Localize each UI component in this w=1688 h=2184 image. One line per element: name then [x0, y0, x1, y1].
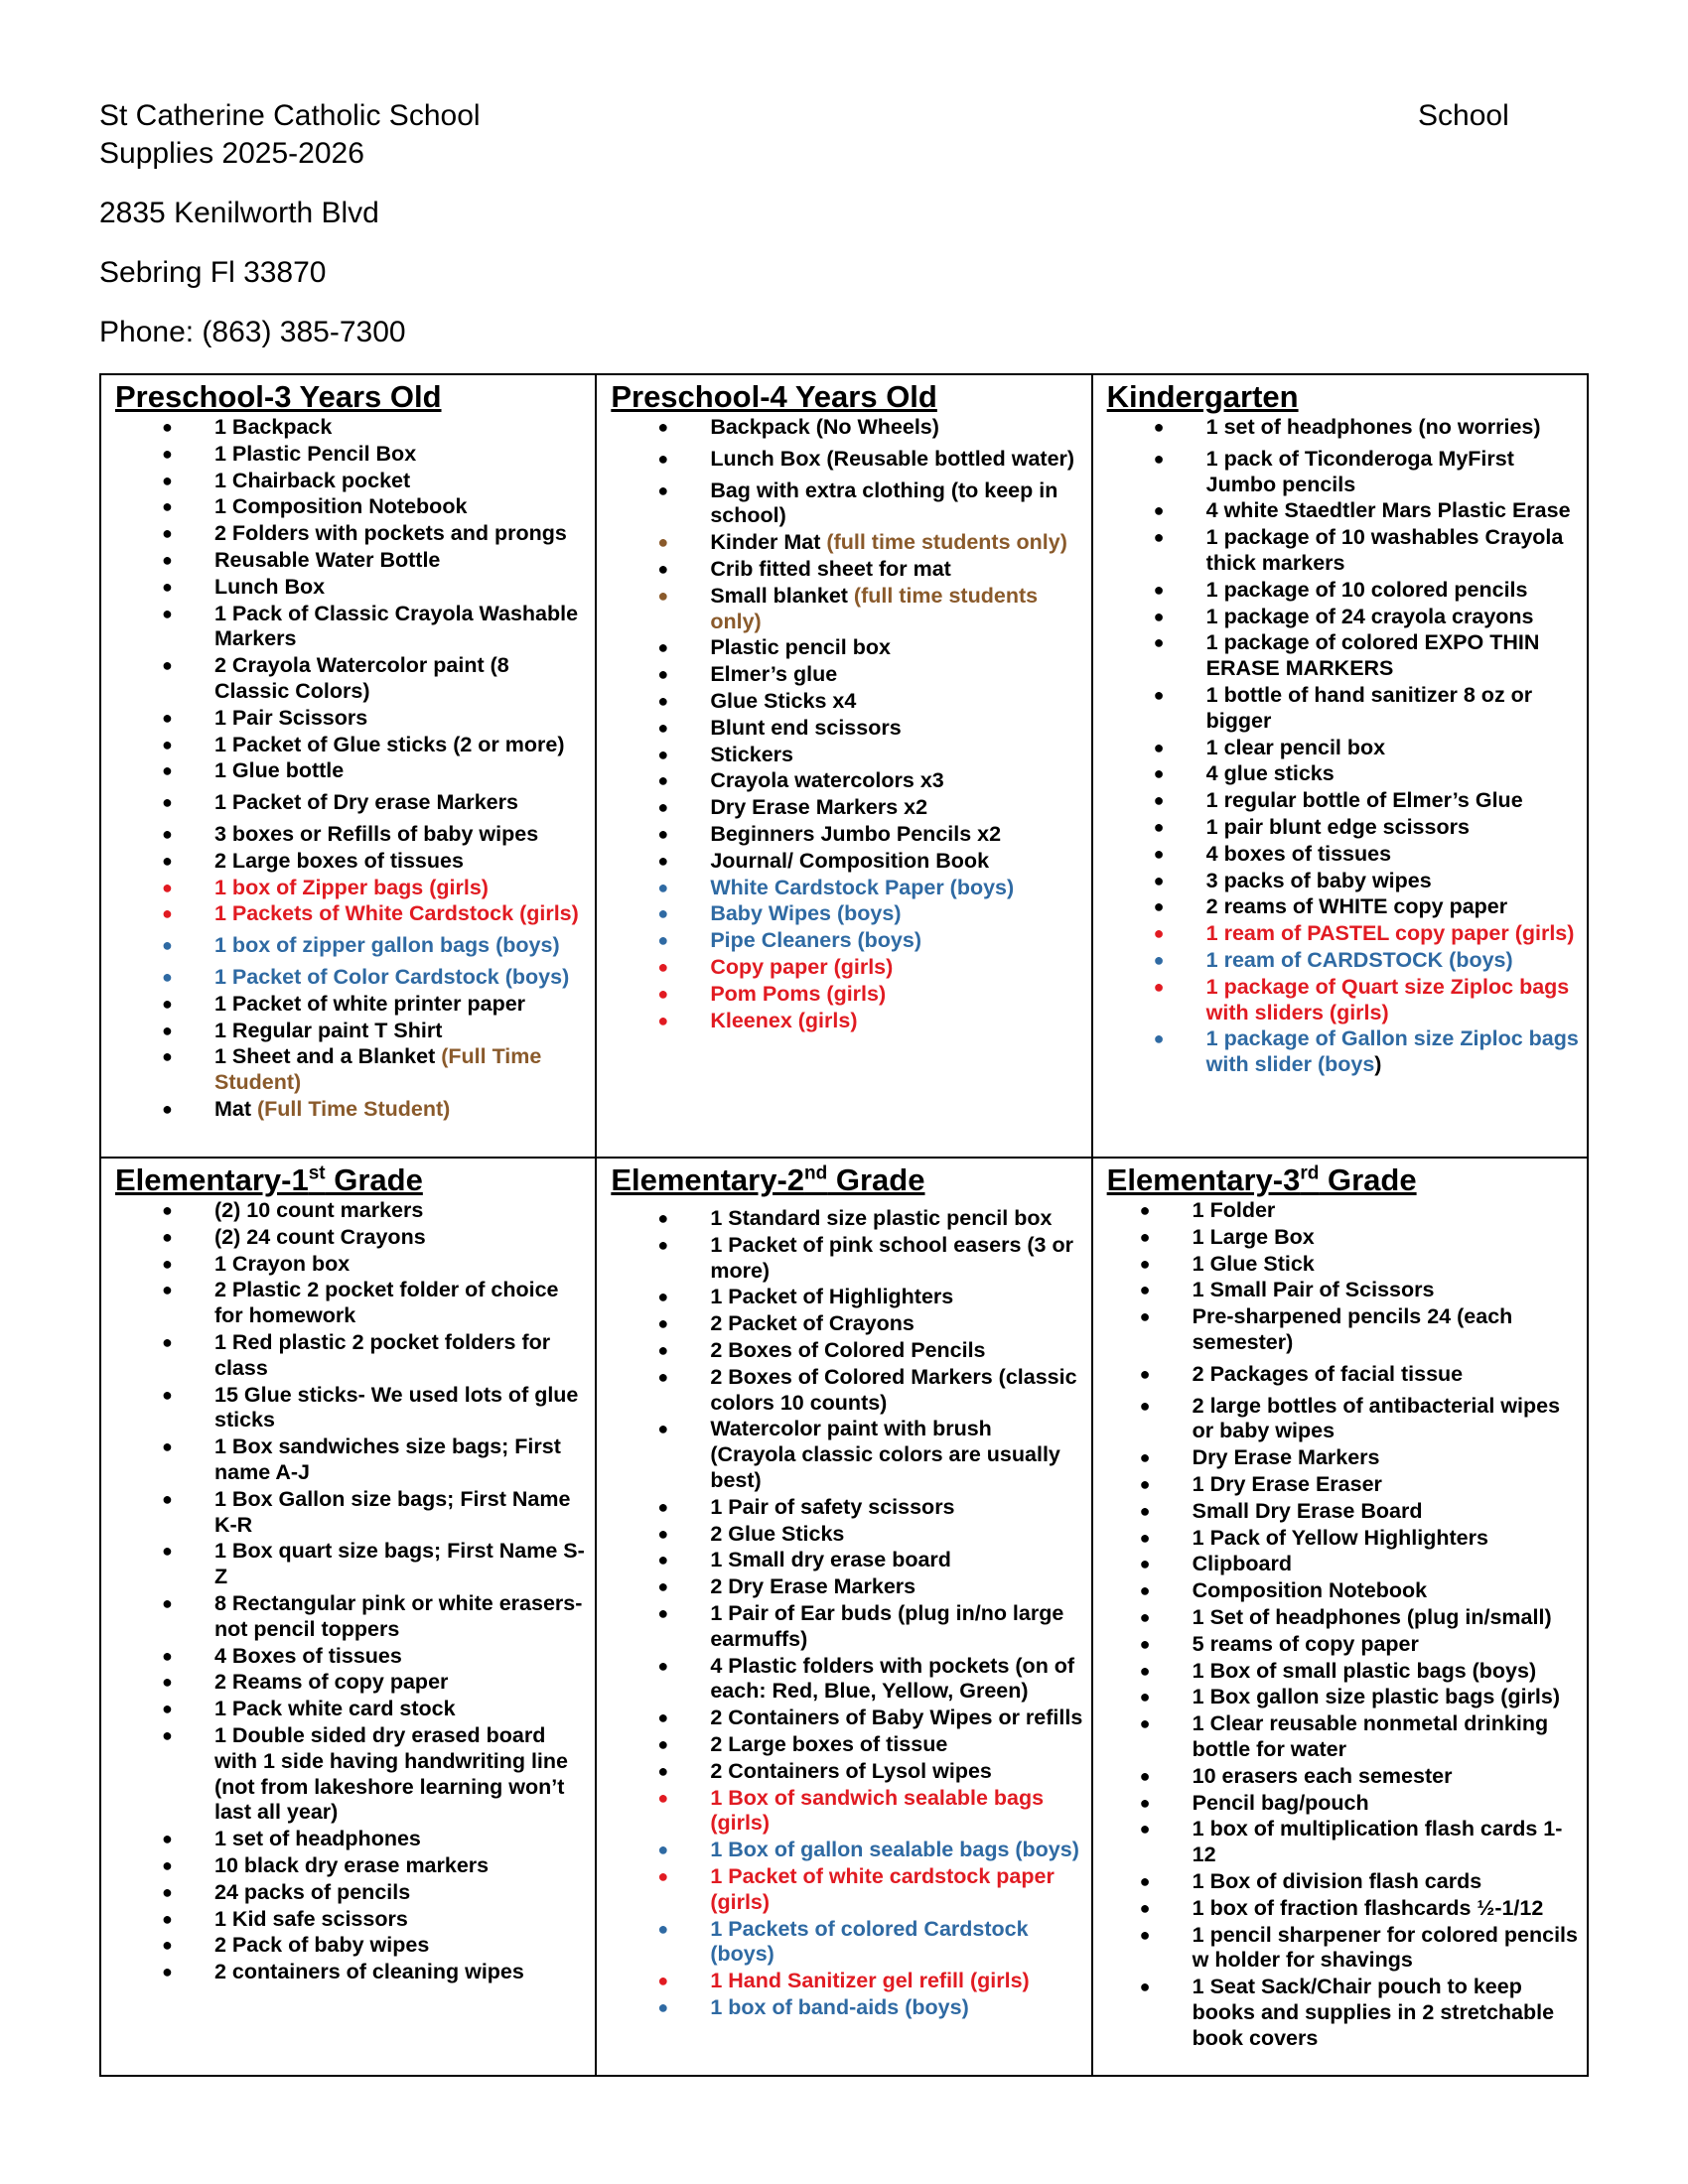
- list-item: ● Mat (Full Time Student): [162, 1096, 451, 1121]
- list-item: ● 1 Packet of white cardstock paper (girls): [657, 1863, 1055, 1914]
- list-item: ● 2 Plastic 2 pocket folder of choice for homework: [162, 1278, 559, 1328]
- bullet-icon: ●: [657, 1523, 669, 1544]
- list-item: ● 1 Pack of Yellow Highlighters: [1139, 1525, 1488, 1550]
- school-address: 2835 Kenilworth Blvd: [99, 197, 379, 229]
- bullet-icon: ●: [1139, 1870, 1151, 1891]
- supply-grid: [99, 373, 1589, 2077]
- bullet-icon: ●: [162, 1724, 173, 1745]
- list-item: ● 10 black dry erase markers: [162, 1852, 490, 1877]
- list-item: ● 1 Box sandwiches size bags; First name A-J: [162, 1434, 561, 1484]
- bullet-icon: ●: [657, 1865, 669, 1886]
- bullet-icon: ●: [657, 1707, 669, 1728]
- list-item: ● Pipe Cleaners (boys): [657, 928, 922, 953]
- bullet-icon: ●: [1153, 1028, 1165, 1049]
- list-item: ● Crayola watercolors x3: [657, 768, 944, 793]
- bullet-icon: ●: [1153, 417, 1165, 437]
- bullet-icon: ●: [1153, 816, 1165, 837]
- bullet-icon: ●: [657, 1496, 669, 1517]
- list-item: ● 1 box of band-aids (boys): [657, 1994, 969, 2019]
- list-item: ● Watercolor paint with brush (Crayola classic colors are usually best): [657, 1417, 1060, 1492]
- bullet-icon: ●: [657, 1576, 669, 1597]
- bullet-icon: ●: [1139, 1660, 1151, 1681]
- list-item: ● Lunch Box (Reusable bottled water): [657, 446, 1075, 471]
- bullet-icon: ●: [162, 1280, 173, 1300]
- bullet-icon: ●: [1139, 1819, 1151, 1840]
- bullet-icon: ●: [162, 470, 173, 490]
- bullet-icon: ●: [162, 1962, 173, 1982]
- full-time-note: (full time students only): [826, 530, 1067, 555]
- list-item: ● 1 set of headphones: [162, 1827, 421, 1851]
- list-item: ● Composition Notebook: [1139, 1578, 1428, 1603]
- list-item: ● 1 Set of headphones (plug in/small): [1139, 1604, 1552, 1629]
- bullet-icon: ●: [657, 823, 669, 844]
- bullet-icon: ●: [162, 903, 173, 924]
- bullet-icon: ●: [657, 1787, 669, 1808]
- bullet-icon: ●: [162, 1020, 173, 1040]
- list-item: ● Backpack (No Wheels): [657, 415, 939, 439]
- grade3-list: [1107, 1198, 1579, 2052]
- list-item: ● 1 Packet of Highlighters: [657, 1285, 954, 1309]
- bullet-icon: ●: [657, 1550, 669, 1570]
- bullet-icon: ●: [162, 1331, 173, 1352]
- bullet-icon: ●: [162, 1935, 173, 1956]
- list-item: ● 2 Folders with pockets and prongs: [162, 521, 567, 546]
- bullet-icon: ●: [657, 690, 669, 711]
- list-item: ● 1 pack of Ticonderoga MyFirst Jumbo pencils: [1153, 446, 1514, 496]
- bullet-icon: ●: [657, 417, 669, 437]
- bullet-icon: ●: [1139, 1897, 1151, 1918]
- preschool3-cell: [100, 374, 596, 1158]
- bullet-icon: ●: [1139, 1500, 1151, 1521]
- list-item: ● 1 Glue bottle: [162, 758, 345, 783]
- kindergarten-title: Kindergarten: [1106, 379, 1299, 414]
- list-item: ● 1 Backpack: [162, 415, 333, 439]
- preschool4-title: Preschool-4 Years Old: [611, 379, 937, 414]
- bullet-icon: ●: [162, 576, 173, 597]
- list-item: ● 1 Box of sandwich sealable bags (girls): [657, 1785, 1045, 1836]
- bullet-icon: ●: [1139, 1765, 1151, 1786]
- bullet-icon: ●: [162, 1436, 173, 1457]
- preschool4-cell: [596, 374, 1091, 1158]
- bullet-icon: ●: [1139, 1580, 1151, 1601]
- list-item: ● Stickers: [657, 742, 793, 766]
- list-item: ● 3 boxes or Refills of baby wipes: [162, 821, 539, 846]
- bullet-icon: ●: [1139, 1447, 1151, 1468]
- list-item: ● 1 Pair Scissors: [162, 705, 368, 730]
- list-item: ● 1 Pair of safety scissors: [657, 1494, 955, 1519]
- bullet-icon: ●: [657, 664, 669, 685]
- list-item: ● 10 erasers each semester: [1139, 1763, 1453, 1788]
- closing-paren: ): [1374, 1052, 1382, 1077]
- bullet-icon: ●: [162, 1098, 173, 1119]
- list-item: ● 1 pencil sharpener for colored pencils w holder for shavings: [1139, 1922, 1578, 1973]
- school-city: Sebring Fl 33870: [99, 256, 327, 289]
- bullet-icon: ●: [162, 707, 173, 728]
- list-item: ● Kinder Mat (full time students only): [657, 530, 1067, 555]
- list-item: ● 4 glue sticks: [1153, 761, 1335, 786]
- bullet-icon: ●: [657, 1602, 669, 1623]
- list-item: ● 1 Sheet and a Blanket (Full Time Student): [162, 1044, 542, 1095]
- bullet-icon: ●: [1139, 1527, 1151, 1548]
- preschool3-title: Preschool-3 Years Old: [115, 379, 442, 414]
- bullet-icon: ●: [1153, 896, 1165, 917]
- bullet-icon: ●: [162, 1200, 173, 1220]
- list-item: ● 1 Packets of White Cardstock (girls): [162, 901, 579, 926]
- grade3-title: Elementary-3rd Grade: [1106, 1162, 1417, 1197]
- bullet-icon: ●: [1139, 1280, 1151, 1300]
- list-item: ● 1 Box quart size bags; First Name S-Z: [162, 1539, 585, 1589]
- bullet-icon: ●: [657, 744, 669, 764]
- bullet-icon: ●: [1153, 684, 1165, 705]
- list-item: ● 1 Box of gallon sealable bags (boys): [657, 1838, 1079, 1862]
- bullet-icon: ●: [657, 1840, 669, 1860]
- bullet-icon: ●: [657, 1971, 669, 1991]
- list-item: ● Dry Erase Markers: [1139, 1445, 1380, 1470]
- bullet-icon: ●: [657, 1419, 669, 1439]
- list-item: ● 8 Rectangular pink or white erasers- not pencil toppers: [162, 1590, 583, 1641]
- list-item: ● 1 package of 10 colored pencils: [1153, 577, 1528, 602]
- list-item: ● 1 Packet of Color Cardstock (boys): [162, 964, 570, 989]
- list-item: ● Glue Sticks x4: [657, 688, 857, 713]
- bullet-icon: ●: [1153, 923, 1165, 944]
- list-item: ● 1 Regular paint T Shirt: [162, 1018, 443, 1042]
- bullet-icon: ●: [1139, 1792, 1151, 1813]
- school-name: St Catherine Catholic School: [99, 99, 481, 132]
- bullet-icon: ●: [657, 797, 669, 818]
- bullet-icon: ●: [657, 717, 669, 738]
- list-item: ● 1 Packet of pink school easers (3 or more): [657, 1232, 1073, 1283]
- list-item: ● 2 Pack of baby wipes: [162, 1933, 430, 1958]
- bullet-icon: ●: [162, 603, 173, 623]
- list-item: ● Reusable Water Bottle: [162, 547, 441, 572]
- bullet-icon: ●: [162, 935, 173, 956]
- bullet-icon: ●: [162, 1829, 173, 1849]
- school-year-title: Supplies 2025-2026: [99, 137, 364, 170]
- list-item: ● White Cardstock Paper (boys): [657, 875, 1015, 899]
- list-item: ● Kleenex (girls): [657, 1008, 858, 1032]
- bullet-icon: ●: [657, 956, 669, 977]
- bullet-icon: ●: [162, 993, 173, 1014]
- bullet-icon: ●: [1139, 1226, 1151, 1247]
- bullet-icon: ●: [1153, 949, 1165, 970]
- list-item: ● Blunt end scissors: [657, 715, 902, 740]
- list-item: ● 1 Folder: [1139, 1198, 1276, 1222]
- list-item: ● 4 boxes of tissues: [1153, 841, 1392, 866]
- kindergarten-list: [1107, 415, 1579, 1078]
- list-item: ● 1 Packet of Glue sticks (2 or more): [162, 732, 565, 756]
- list-item: ● Journal/ Composition Book: [657, 848, 990, 873]
- list-item: ● 4 Plastic folders with pockets (on of each: Red, Blue, Yellow, Green): [657, 1653, 1075, 1704]
- list-item: ● 1 package of Gallon size Ziploc bags with slider (boys): [1153, 1026, 1579, 1077]
- list-item: ● 2 containers of cleaning wipes: [162, 1960, 524, 1984]
- bullet-icon: ●: [657, 770, 669, 791]
- bullet-icon: ●: [657, 585, 669, 606]
- list-item: ● 1 Small dry erase board: [657, 1548, 951, 1572]
- list-item: ● 1 box of fraction flashcards ½-1/12: [1139, 1895, 1544, 1920]
- bullet-icon: ●: [162, 496, 173, 517]
- bullet-icon: ●: [657, 448, 669, 469]
- list-item: ● 1 set of headphones (no worries): [1153, 415, 1541, 439]
- bullet-icon: ●: [1139, 1606, 1151, 1627]
- bullet-icon: ●: [162, 1699, 173, 1719]
- bullet-icon: ●: [1139, 1200, 1151, 1220]
- list-item: ● 2 Packet of Crayons: [657, 1311, 914, 1336]
- bullet-icon: ●: [657, 479, 669, 500]
- list-item: ● 1 Standard size plastic pencil box: [657, 1206, 1053, 1230]
- bullet-icon: ●: [162, 1226, 173, 1247]
- list-item: ● 4 Boxes of tissues: [162, 1643, 402, 1668]
- list-item: ● 1 bottle of hand sanitizer 8 oz or bigger: [1153, 682, 1533, 733]
- list-item: ● Pom Poms (girls): [657, 981, 887, 1006]
- bullet-icon: ●: [1139, 1363, 1151, 1384]
- bullet-icon: ●: [657, 1313, 669, 1334]
- list-item: ● 1 package of Quart size Ziploc bags with sliders (girls): [1153, 974, 1570, 1024]
- list-item: ● Lunch Box: [162, 574, 326, 599]
- list-item: ● 2 Dry Erase Markers: [657, 1574, 916, 1599]
- bullet-icon: ●: [1153, 843, 1165, 864]
- bullet-icon: ●: [162, 734, 173, 754]
- list-item: ● 1 pair blunt edge scissors: [1153, 814, 1470, 839]
- list-item: ● 1 ream of PASTEL copy paper (girls): [1153, 921, 1575, 946]
- bullet-icon: ●: [1153, 579, 1165, 600]
- bullet-icon: ●: [162, 443, 173, 464]
- bullet-icon: ●: [657, 1339, 669, 1360]
- list-item: ● Pre-sharpened pencils 24 (each semester): [1139, 1304, 1513, 1354]
- bullet-icon: ●: [1153, 527, 1165, 548]
- bullet-icon: ●: [1153, 606, 1165, 626]
- list-item: ● 2 Crayola Watercolor paint (8 Classic Colors): [162, 653, 509, 703]
- bullet-icon: ●: [657, 1234, 669, 1255]
- school-phone: Phone: (863) 385-7300: [99, 316, 406, 348]
- list-item: ● 1 Pack of Classic Crayola Washable Markers: [162, 601, 579, 651]
- header-school-word: School: [1418, 99, 1509, 132]
- list-item: ● Pencil bag/pouch: [1139, 1790, 1369, 1815]
- list-item: ● 2 Boxes of Colored Pencils: [657, 1337, 986, 1362]
- list-item: ● 1 ream of CARDSTOCK (boys): [1153, 947, 1513, 972]
- grade1-title: Elementary-1st Grade: [115, 1162, 423, 1197]
- bullet-icon: ●: [162, 1046, 173, 1067]
- list-item: ● 1 regular bottle of Elmer’s Glue: [1153, 788, 1523, 813]
- bullet-icon: ●: [162, 1645, 173, 1666]
- list-item: ● Elmer’s glue: [657, 662, 838, 687]
- list-item: ● Crib fitted sheet for mat: [657, 556, 951, 581]
- list-item: ● 1 box of zipper gallon bags (boys): [162, 933, 560, 958]
- bullet-icon: ●: [162, 655, 173, 676]
- list-item: ● 1 Chairback pocket: [162, 468, 411, 492]
- list-item: ● 1 box of multiplication flash cards 1-12: [1139, 1817, 1563, 1867]
- list-item: ● Baby Wipes (boys): [657, 901, 902, 926]
- list-item: ● 1 Small Pair of Scissors: [1139, 1278, 1435, 1302]
- list-item: ● 1 Packet of Dry erase Markers: [162, 790, 518, 815]
- bullet-icon: ●: [162, 1541, 173, 1562]
- bullet-icon: ●: [162, 1384, 173, 1405]
- bullet-icon: ●: [1139, 1687, 1151, 1707]
- bullet-icon: ●: [1153, 790, 1165, 811]
- bullet-icon: ●: [1139, 1633, 1151, 1654]
- list-item: ● 1 Pack white card stock: [162, 1697, 456, 1721]
- list-item: ● 1 package of colored EXPO THIN ERASE MARKERS: [1153, 630, 1540, 681]
- list-item: ● 15 Glue sticks- We used lots of glue sticks: [162, 1382, 579, 1433]
- list-item: ● 1 Hand Sanitizer gel refill (girls): [657, 1969, 1030, 1993]
- bullet-icon: ●: [1153, 448, 1165, 469]
- grade3-cell: [1092, 1158, 1588, 2076]
- list-item: ● 2 Boxes of Colored Markers (classic colors 10 counts): [657, 1364, 1077, 1415]
- list-item: ● Plastic pencil box: [657, 635, 891, 660]
- list-item: ● Small Dry Erase Board: [1139, 1498, 1423, 1523]
- list-item: ● 2 Containers of Lysol wipes: [657, 1758, 992, 1783]
- bullet-icon: ●: [657, 637, 669, 658]
- list-item: ● Copy paper (girls): [657, 954, 894, 979]
- bullet-icon: ●: [162, 823, 173, 844]
- list-item: ● 2 Large boxes of tissue: [657, 1731, 948, 1756]
- bullet-icon: ●: [1139, 1253, 1151, 1274]
- list-item: ● 2 Glue Sticks: [657, 1521, 845, 1546]
- list-item: ● 1 Glue Stick: [1139, 1251, 1315, 1276]
- list-item: ● (2) 10 count markers: [162, 1198, 424, 1222]
- bullet-icon: ●: [1139, 1473, 1151, 1494]
- bullet-icon: ●: [162, 966, 173, 987]
- list-item: ● 1 Double sided dry erased board with 1 side having handwriting line (not from lakeshore learning won’t last all year): [162, 1722, 568, 1825]
- bullet-icon: ●: [657, 1760, 669, 1781]
- list-item: ● Bag with extra clothing (to keep in school): [657, 478, 1058, 528]
- list-item: ● 1 Plastic Pencil Box: [162, 441, 417, 466]
- bullet-icon: ●: [1153, 976, 1165, 997]
- bullet-icon: ●: [657, 930, 669, 951]
- bullet-icon: ●: [162, 417, 173, 437]
- bullet-icon: ●: [657, 1287, 669, 1307]
- bullet-icon: ●: [162, 760, 173, 781]
- kindergarten-cell: [1092, 374, 1588, 1158]
- list-item: ● 1 Packet of white printer paper: [162, 991, 526, 1016]
- list-item: ● 1 Kid safe scissors: [162, 1906, 408, 1931]
- list-item: ● 2 reams of WHITE copy paper: [1153, 894, 1508, 919]
- bullet-icon: ●: [162, 1592, 173, 1613]
- list-item: ● 1 package of 10 washables Crayola thick markers: [1153, 525, 1564, 575]
- list-item: ● 1 Box of small plastic bags (boys): [1139, 1658, 1537, 1683]
- bullet-icon: ●: [1139, 1924, 1151, 1945]
- bullet-icon: ●: [1153, 632, 1165, 653]
- list-item: ● 2 Containers of Baby Wipes or refills: [657, 1706, 1083, 1730]
- bullet-icon: ●: [162, 877, 173, 897]
- list-item: ● 1 Box gallon size plastic bags (girls): [1139, 1685, 1561, 1709]
- bullet-icon: ●: [657, 1996, 669, 2017]
- bullet-icon: ●: [1153, 763, 1165, 784]
- grade2-list: [611, 1206, 1082, 2021]
- list-item: ● 1 Box Gallon size bags; First Name K-R: [162, 1486, 571, 1537]
- list-item: ● 1 package of 24 crayola crayons: [1153, 604, 1534, 628]
- list-item: ● 1 Pair of Ear buds (plug in/no large earmuffs): [657, 1600, 1064, 1651]
- bullet-icon: ●: [657, 1733, 669, 1754]
- bullet-icon: ●: [162, 549, 173, 570]
- list-item: ● 1 Clear reusable nonmetal drinking bottle for water: [1139, 1711, 1549, 1761]
- bullet-icon: ●: [162, 1908, 173, 1929]
- list-item: ● 1 Box of division flash cards: [1139, 1868, 1482, 1893]
- list-item: ● Small blanket (full time students only): [657, 583, 1039, 633]
- full-time-note: (Full Time Student): [214, 1044, 542, 1095]
- bullet-icon: ●: [162, 1253, 173, 1274]
- bullet-icon: ●: [657, 532, 669, 553]
- list-item: ● 3 packs of baby wipes: [1153, 868, 1432, 892]
- list-item: ● 1 Dry Erase Eraser: [1139, 1471, 1382, 1496]
- list-item: ● 1 Large Box: [1139, 1224, 1315, 1249]
- bullet-icon: ●: [657, 1208, 669, 1228]
- bullet-icon: ●: [1139, 1554, 1151, 1574]
- list-item: ● 5 reams of copy paper: [1139, 1631, 1419, 1656]
- bullet-icon: ●: [1153, 870, 1165, 890]
- bullet-icon: ●: [162, 792, 173, 813]
- list-item: ● 1 Composition Notebook: [162, 494, 468, 519]
- grade2-title: Elementary-2nd Grade: [611, 1162, 925, 1197]
- full-time-note: (full time students only): [710, 583, 1039, 633]
- full-time-note: (Full Time Student): [257, 1096, 451, 1121]
- bullet-icon: ●: [657, 877, 669, 897]
- bullet-icon: ●: [162, 523, 173, 544]
- list-item: ● 1 Crayon box: [162, 1251, 351, 1276]
- bullet-icon: ●: [162, 1881, 173, 1902]
- bullet-icon: ●: [1153, 737, 1165, 757]
- list-item: ● Dry Erase Markers x2: [657, 795, 928, 820]
- bullet-icon: ●: [162, 850, 173, 871]
- bullet-icon: ●: [657, 1655, 669, 1676]
- bullet-icon: ●: [162, 1672, 173, 1693]
- bullet-icon: ●: [162, 1854, 173, 1875]
- grade2-cell: [596, 1158, 1091, 2076]
- list-item: ● 24 packs of pencils: [162, 1879, 411, 1904]
- list-item: ● 4 white Staedtler Mars Plastic Erase: [1153, 498, 1571, 523]
- list-item: ● 1 Red plastic 2 pocket folders for class: [162, 1329, 551, 1380]
- list-item: ● (2) 24 count Crayons: [162, 1224, 426, 1249]
- bullet-icon: ●: [1139, 1306, 1151, 1327]
- list-item: ● 2 Packages of facial tissue: [1139, 1361, 1464, 1386]
- bullet-icon: ●: [1139, 1713, 1151, 1734]
- list-item: ● 1 clear pencil box: [1153, 735, 1386, 759]
- bullet-icon: ●: [657, 1010, 669, 1030]
- bullet-icon: ●: [1153, 500, 1165, 521]
- bullet-icon: ●: [657, 983, 669, 1004]
- list-item: ● 1 Packets of colored Cardstock (boys): [657, 1916, 1029, 1967]
- list-item: ● Clipboard: [1139, 1552, 1292, 1576]
- list-item: ● 1 Seat Sack/Chair pouch to keep books and supplies in 2 stretchable book covers: [1139, 1975, 1555, 2050]
- bullet-icon: ●: [1139, 1977, 1151, 1997]
- bullet-icon: ●: [657, 1366, 669, 1387]
- bullet-icon: ●: [657, 558, 669, 579]
- list-item: ● 2 Reams of copy paper: [162, 1670, 449, 1695]
- bullet-icon: ●: [162, 1488, 173, 1509]
- bullet-icon: ●: [1139, 1395, 1151, 1416]
- list-item: ● 2 Large boxes of tissues: [162, 848, 464, 873]
- preschool4-list: [611, 415, 1082, 1033]
- list-item: ● 1 box of Zipper bags (girls): [162, 875, 489, 899]
- bullet-icon: ●: [657, 903, 669, 924]
- bullet-icon: ●: [657, 1918, 669, 1939]
- grade1-list: [115, 1198, 587, 1985]
- grade1-cell: [100, 1158, 596, 2076]
- preschool3-list: [115, 415, 587, 1123]
- bullet-icon: ●: [657, 850, 669, 871]
- list-item: ● Beginners Jumbo Pencils x2: [657, 821, 1002, 846]
- list-item: ● 2 large bottles of antibacterial wipes or baby wipes: [1139, 1393, 1561, 1443]
